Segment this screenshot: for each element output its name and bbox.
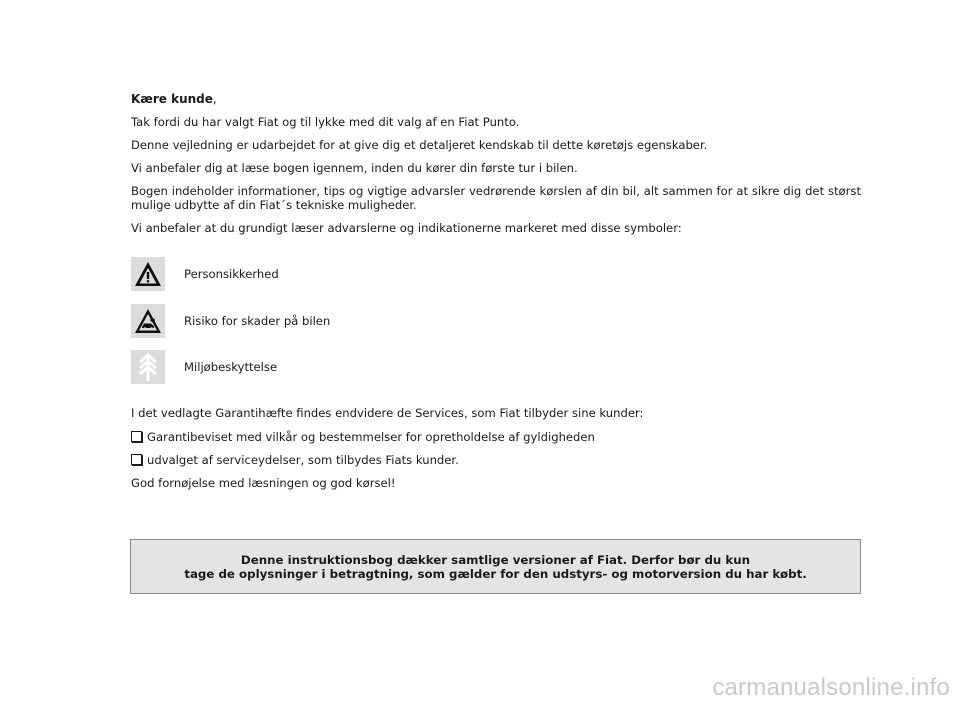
- checkbox-bullet-icon: [131, 454, 142, 465]
- greeting: [131, 92, 217, 106]
- symbol-row-personal-safety: [131, 256, 279, 292]
- symbol-label: Personsikkerhed: [184, 267, 279, 281]
- paragraph-symbols-intro: Vi anbefaler at du grundigt læser advarslerne og indikationerne markeret med disse symboler:: [131, 221, 682, 235]
- paragraph-contents: Bogen indeholder informationer, tips og vigtige advarsler vedrørende kørslen af din bil, alt sammen for at sikre dig det størst mulige udbytte af din Fiat´s tekniske muligheder.: [131, 184, 861, 212]
- greeting-comma: ,: [212, 92, 217, 106]
- warning-triangle-icon: [131, 257, 165, 291]
- symbol-row-car-damage: [131, 303, 330, 339]
- paragraph-services-intro: I det vedlagte Garantihæfte findes endvidere de Services, som Fiat tilbyder sine kunder:: [131, 406, 644, 420]
- symbol-label: Miljøbeskyttelse: [184, 360, 278, 374]
- bullet-item: [131, 430, 861, 444]
- bullet-text: Garantibeviset med vilkår og bestemmelser for opretholdelse af gyldigheden: [147, 430, 595, 444]
- environment-tree-icon: [131, 350, 165, 384]
- paragraph-purpose: Denne vejledning er udarbejdet for at give dig et detaljeret kendskab til dette køretøjs egenskaber.: [131, 138, 708, 152]
- paragraph-thanks: Tak fordi du har valgt Fiat og til lykke med dit valg af en Fiat Punto.: [131, 115, 520, 129]
- paragraph-closing: God fornøjelse med læsningen og god kørsel!: [131, 476, 396, 490]
- version-notice-box: [130, 539, 861, 594]
- watermark: carmanualsonline.info: [712, 674, 950, 701]
- notice-line-1: Denne instruktionsbog dækker samtlige versioner af Fiat. Derfor bør du kun: [240, 552, 751, 567]
- car-damage-icon: [131, 304, 165, 338]
- symbol-label: Risiko for skader på bilen: [184, 314, 331, 328]
- paragraph-recommend-read: Vi anbefaler dig at læse bogen igennem, inden du kører din første tur i bilen.: [131, 161, 578, 175]
- bullet-item: [131, 453, 861, 467]
- notice-line-2: tage de oplysninger i betragtning, som gælder for den udstyrs- og motorversion du har købt.: [184, 566, 807, 581]
- symbol-row-environment: [131, 349, 277, 385]
- bullet-text: udvalget af serviceydelser, som tilbydes Fiats kunder.: [147, 453, 459, 467]
- checkbox-bullet-icon: [131, 431, 142, 442]
- greeting-salutation: Kære kunde: [131, 92, 213, 106]
